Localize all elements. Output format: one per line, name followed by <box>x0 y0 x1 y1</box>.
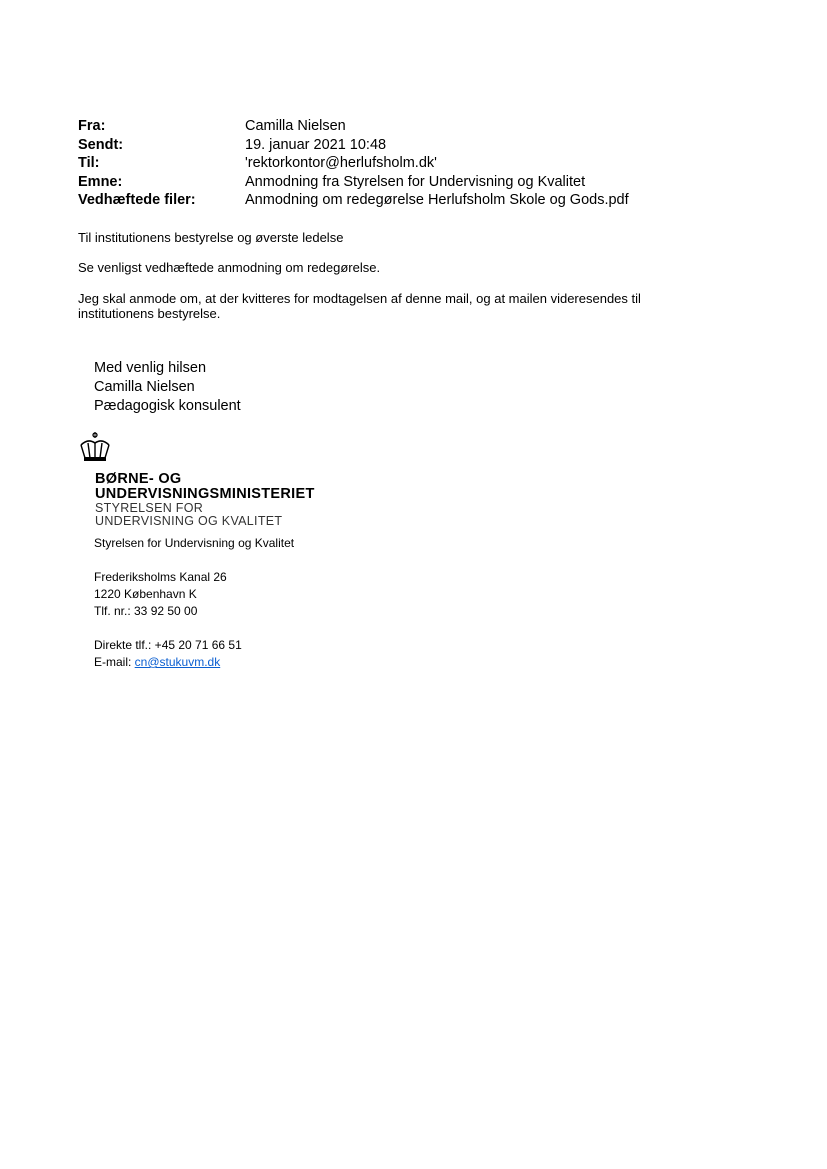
header-label: Sendt: <box>78 136 124 153</box>
contact-phone: Tlf. nr.: 33 92 50 00 <box>94 604 198 618</box>
header-row-subject <box>78 173 629 192</box>
contact-direct <box>94 637 242 671</box>
body-paragraph-2-line-2: institutionens bestyrelse. <box>78 306 221 321</box>
greeting: Til institutionens bestyrelse og øverste ledelse <box>78 230 344 245</box>
header-value: 19. januar 2021 10:48 <box>245 136 387 153</box>
header-label: Vedhæftede filer: <box>78 192 196 209</box>
attachment-name: Anmodning om redegørelse Herlufsholm Skole og Gods.pdf <box>245 192 629 209</box>
contact-direct-phone: Direkte tlf.: +45 20 71 66 51 <box>94 638 242 652</box>
logo-line-4: UNDERVISNING OG KVALITET <box>95 514 283 528</box>
header-value: 'rektorkontor@herlufsholm.dk' <box>245 155 437 172</box>
contact-street: Frederiksholms Kanal 26 <box>94 570 227 584</box>
crown-icon <box>78 432 112 469</box>
signature <box>94 359 241 416</box>
logo-line-2: UNDERVISNINGSMINISTERIET <box>95 486 315 502</box>
contact-city: 1220 København K <box>94 587 197 601</box>
body-paragraph-2-line-1: Jeg skal anmode om, at der kvitteres for modtagelsen af denne mail, og at mailen videresendes til <box>78 291 641 306</box>
signature-title: Pædagogisk konsulent <box>94 398 241 414</box>
signature-name: Camilla Nielsen <box>94 379 195 395</box>
logo-line-3: STYRELSEN FOR <box>95 501 204 515</box>
header-label: Fra: <box>78 118 106 135</box>
email-header <box>78 117 629 210</box>
contact-email-row <box>94 654 242 671</box>
header-row-from <box>78 117 629 136</box>
contact-org: Styrelsen for Undervisning og Kvalitet <box>94 536 295 550</box>
body-paragraph-2 <box>78 291 641 321</box>
header-value: Camilla Nielsen <box>245 118 346 135</box>
header-row-attachments <box>78 191 629 210</box>
signature-closing: Med venlig hilsen <box>94 360 207 376</box>
ministry-logo <box>95 472 315 528</box>
logo-line-1: BØRNE- OG <box>95 471 182 487</box>
header-row-sent <box>78 136 629 155</box>
header-value: Anmodning fra Styrelsen for Undervisning og Kvalitet <box>245 173 586 190</box>
contact-email-link[interactable]: cn@stukuvm.dk <box>134 655 221 669</box>
header-row-to <box>78 154 629 173</box>
header-label: Til: <box>78 155 100 172</box>
contact-address <box>94 569 227 620</box>
body-paragraph-1: Se venligst vedhæftede anmodning om redegørelse. <box>78 260 381 275</box>
header-label: Emne: <box>78 173 123 190</box>
contact-email-label: E-mail: <box>94 655 135 669</box>
